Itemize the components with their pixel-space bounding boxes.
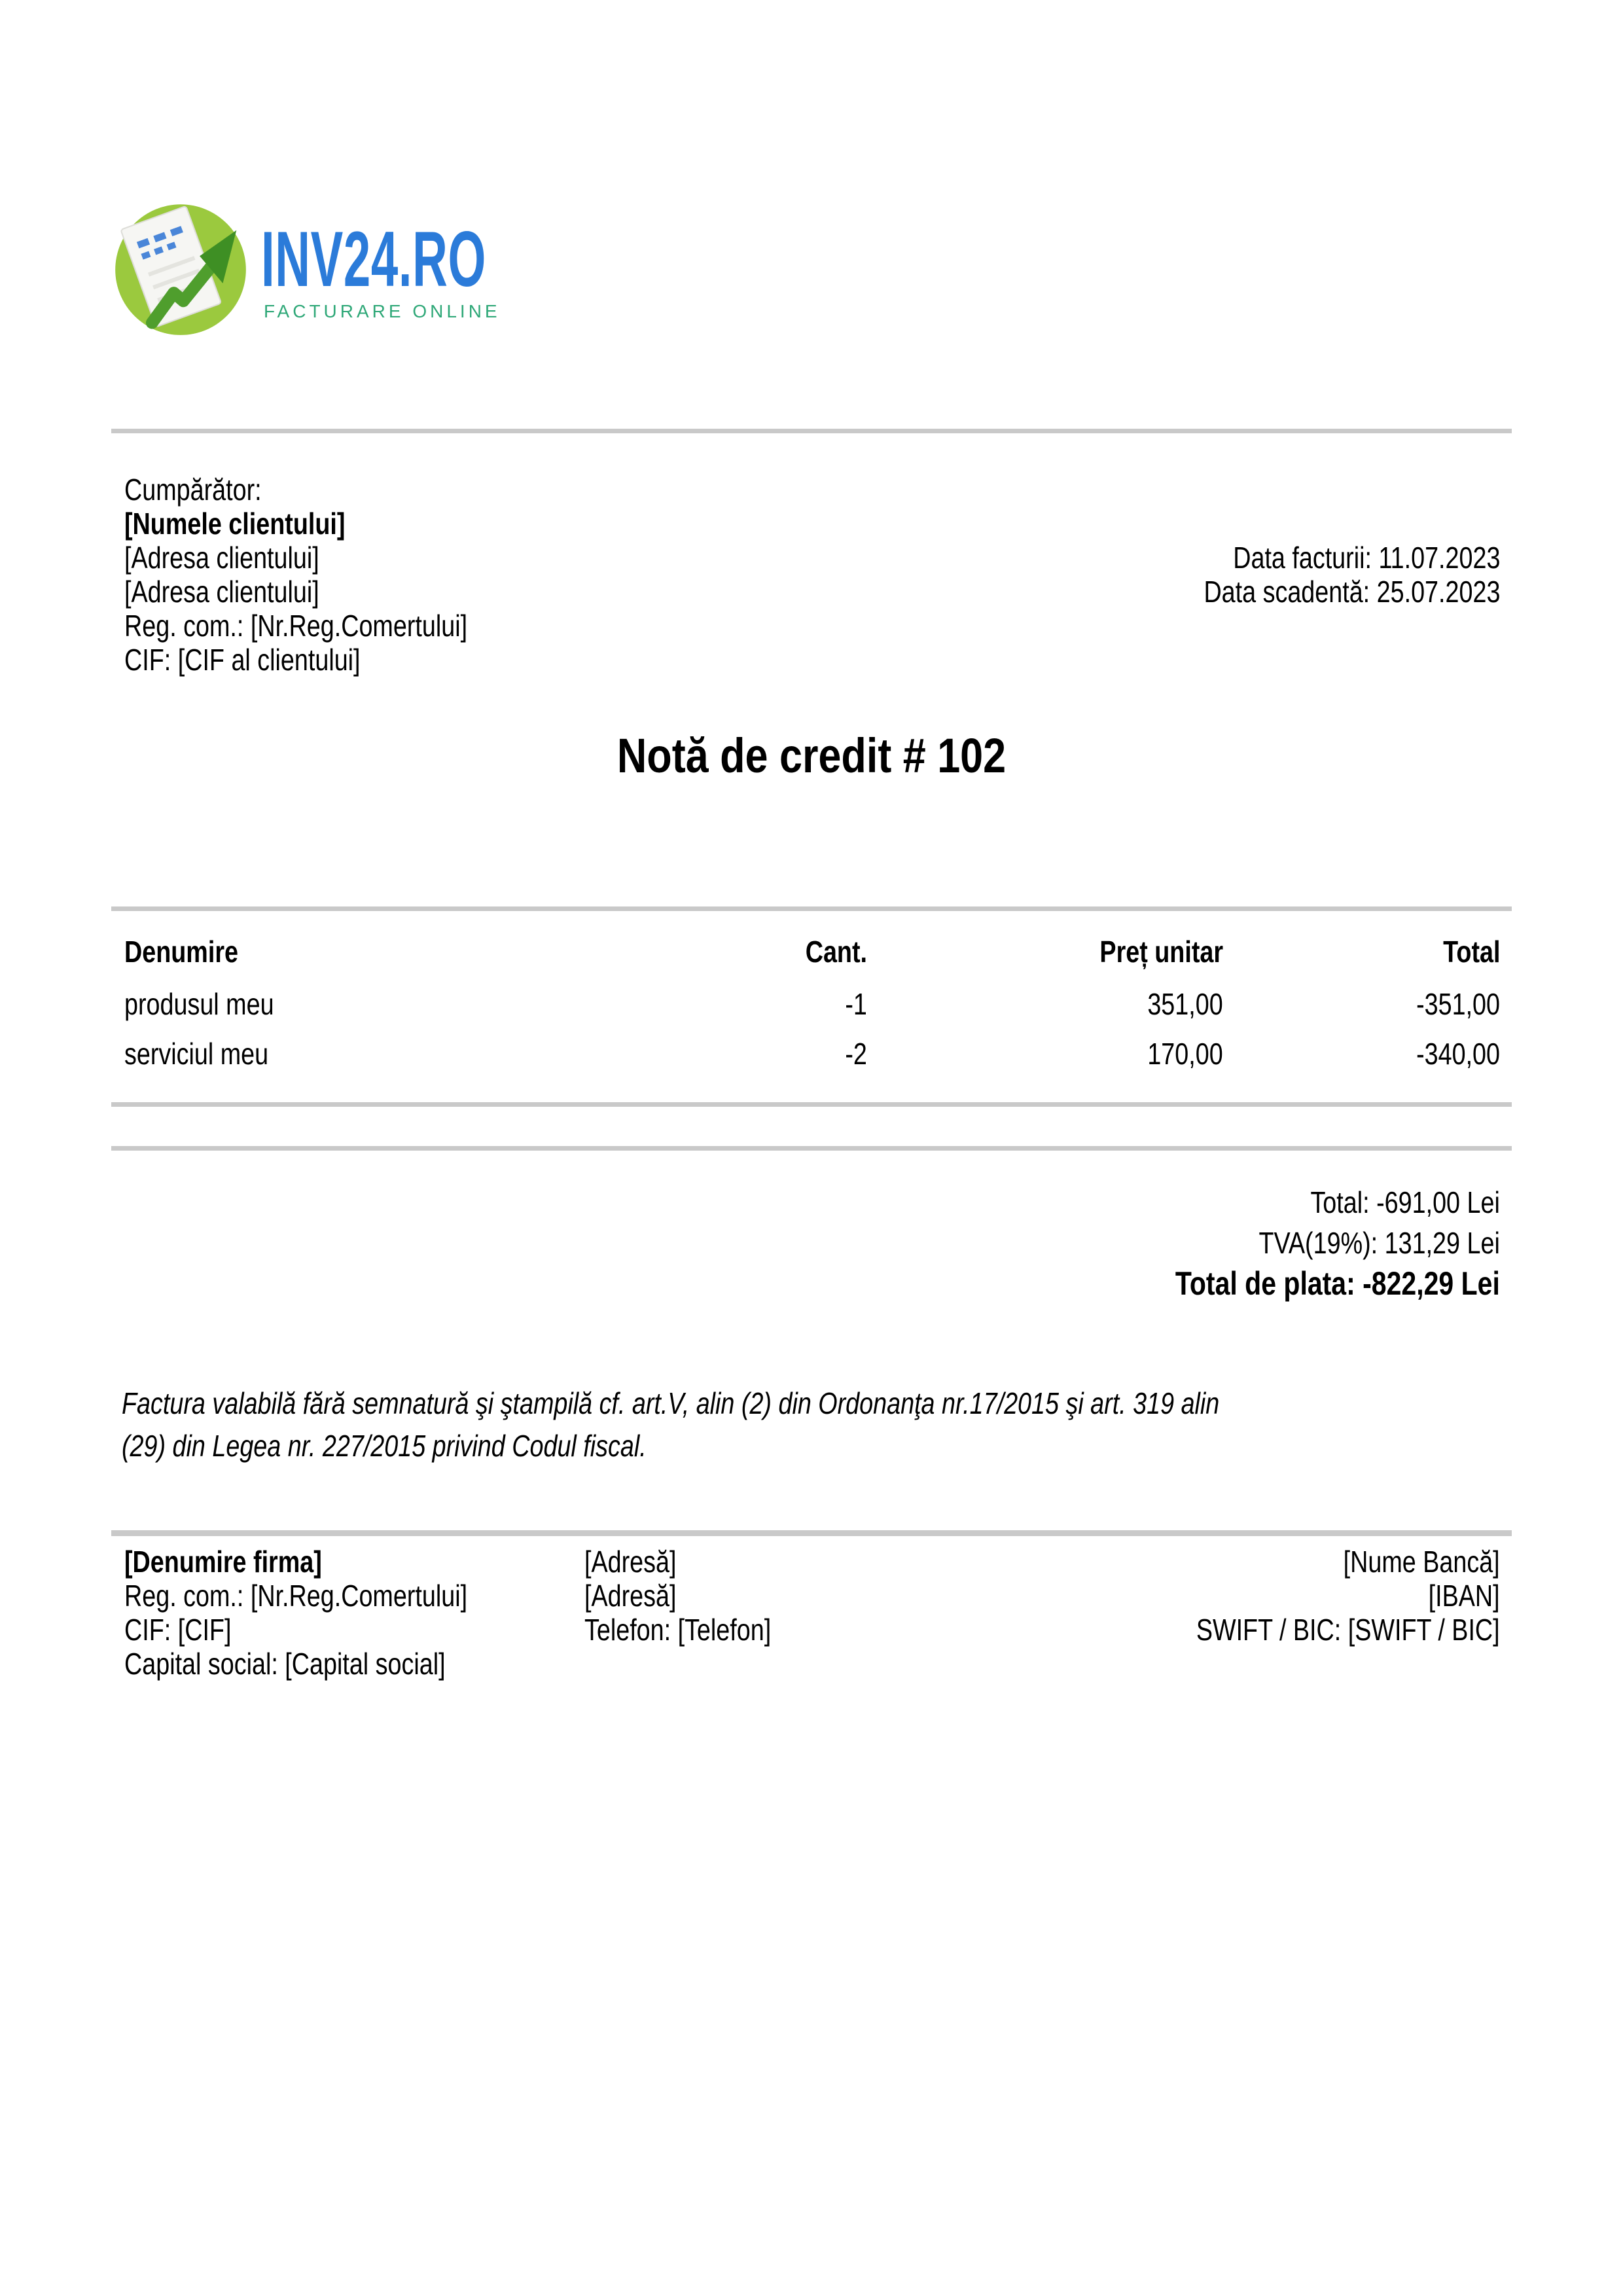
seller-swift: SWIFT / BIC: [SWIFT / BIC]: [1196, 1613, 1500, 1647]
seller-company: [Denumire firma]: [124, 1545, 322, 1579]
header-cantitate: Cant.: [805, 935, 867, 969]
separator-line: [111, 429, 1512, 433]
table-top-line: [111, 906, 1512, 911]
seller-capital: Capital social: [Capital social]: [124, 1647, 446, 1681]
line-total-cell: -340,00: [1416, 1037, 1500, 1071]
grand-total-line: [1175, 1263, 1500, 1304]
footer-separator-line: [111, 1530, 1512, 1536]
unit-price-cell: 351,00: [1147, 987, 1223, 1021]
seller-iban: [IBAN]: [1428, 1579, 1500, 1613]
legal-note-line-1: Factura valabilă fără semnatură şi ştampilă cf. art.V, alin (2) din Ordonanţa nr.17/2015 şi art. 319 alin: [122, 1386, 1220, 1420]
document-title: Notă de credit # 102: [616, 728, 1007, 783]
seller-company-block: [124, 1545, 467, 1681]
item-name-cell: serviciul meu: [124, 1037, 269, 1071]
due-date-label: Data scadentă:: [1204, 575, 1370, 609]
grand-total-value: -822,29 Lei: [1363, 1265, 1500, 1302]
legal-note: [122, 1382, 1219, 1467]
seller-address-1: [Adresă]: [584, 1545, 677, 1579]
seller-reg-com: Reg. com.: [Nr.Reg.Comertului]: [124, 1579, 468, 1613]
invoice-growth-icon: [113, 200, 249, 336]
totals-top-line: [111, 1146, 1512, 1151]
brand-wordmark: INV24.RO: [261, 215, 487, 303]
subtotal-value: -691,00 Lei: [1376, 1185, 1500, 1219]
seller-address-2: [Adresă]: [584, 1579, 677, 1613]
buyer-reg-com: Reg. com.: [Nr.Reg.Comertului]: [124, 609, 468, 643]
subtotal-label: Total:: [1310, 1185, 1370, 1219]
buyer-address-1: [Adresa clientului]: [124, 541, 319, 575]
vat-label: TVA(19%):: [1258, 1226, 1378, 1260]
invoice-date-label: Data facturii:: [1232, 541, 1372, 575]
table-header-row: [0, 935, 1623, 969]
invoice-date-value: 11.07.2023: [1378, 541, 1500, 575]
seller-bank-name: [Nume Bancă]: [1343, 1545, 1500, 1579]
quantity-cell: -2: [845, 1037, 867, 1071]
buyer-block: [124, 473, 467, 677]
seller-contact-block: [584, 1545, 771, 1647]
due-date-line: [1204, 575, 1500, 609]
buyer-address-2: [Adresa clientului]: [124, 575, 319, 609]
table-row: [0, 1037, 1623, 1071]
dates-block: [1204, 541, 1500, 609]
vat-line: [1175, 1223, 1500, 1263]
header-denumire: Denumire: [124, 935, 238, 969]
invoice-date-line: [1204, 541, 1500, 575]
table-bottom-line: [111, 1102, 1512, 1107]
seller-phone: Telefon: [Telefon]: [584, 1613, 772, 1647]
quantity-cell: -1: [845, 987, 867, 1021]
brand-tagline: FACTURARE ONLINE: [264, 301, 501, 321]
totals-block: [1175, 1182, 1500, 1304]
grand-total-label: Total de plata:: [1175, 1265, 1355, 1302]
buyer-label: Cumpărător:: [124, 473, 262, 507]
table-row: [0, 987, 1623, 1021]
header-pret-unitar: Preț unitar: [1099, 935, 1223, 969]
vat-value: 131,29 Lei: [1384, 1226, 1500, 1260]
due-date-value: 25.07.2023: [1376, 575, 1500, 609]
unit-price-cell: 170,00: [1147, 1037, 1223, 1071]
header-total: Total: [1442, 935, 1500, 969]
subtotal-line: [1175, 1182, 1500, 1223]
buyer-cif: CIF: [CIF al clientului]: [124, 643, 361, 677]
legal-note-line-2: (29) din Legea nr. 227/2015 privind Codul fiscal.: [122, 1429, 647, 1463]
seller-cif: CIF: [CIF]: [124, 1613, 232, 1647]
item-name-cell: produsul meu: [124, 987, 274, 1021]
seller-bank-block: [1196, 1545, 1500, 1647]
buyer-name: [Numele clientului]: [124, 507, 346, 541]
line-total-cell: -351,00: [1416, 987, 1500, 1021]
